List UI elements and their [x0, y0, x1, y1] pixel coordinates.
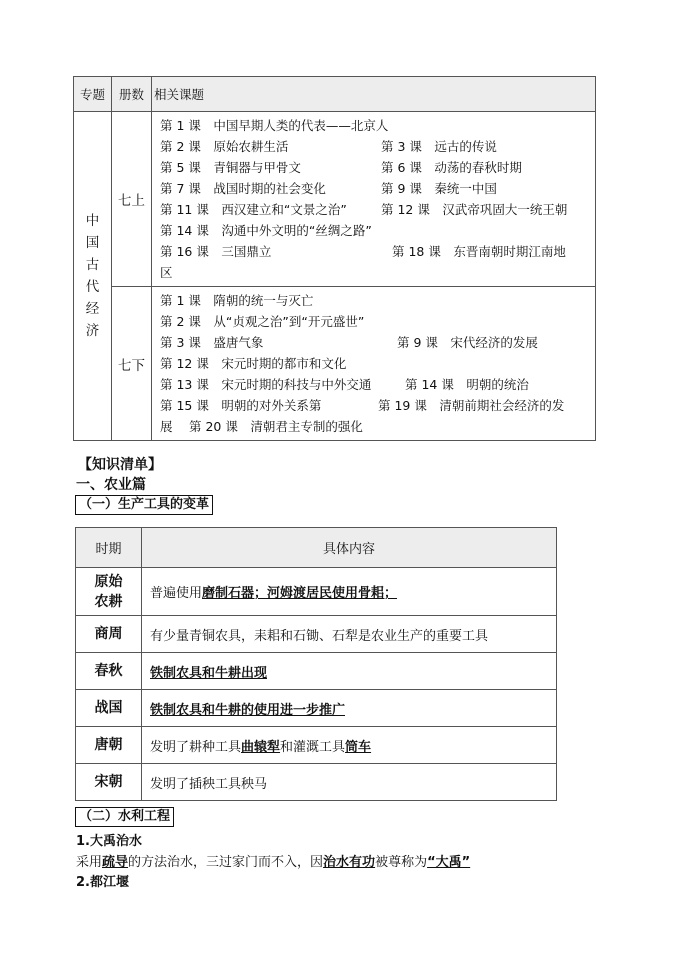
- lesson-line: 第 3 课 盛唐气象 第 9 课 宋代经济的发展: [160, 335, 538, 350]
- table-row: [76, 653, 557, 690]
- period-cell: 战国: [76, 690, 142, 727]
- table-row: [76, 727, 557, 764]
- lesson-line: 第 1 课 中国早期人类的代表——北京人: [160, 118, 389, 133]
- header-lessons: 相关课题: [152, 77, 596, 112]
- table-row: [74, 112, 596, 287]
- content-cell: 有少量青铜农具，耒耜和石锄、石犁是农业生产的重要工具: [142, 616, 557, 653]
- table-row: [76, 568, 557, 616]
- knowledge-title: 【知识清单】: [78, 457, 162, 473]
- lesson-line: 第 13 课 宋元时期的科技与中外交通 第 14 课 明朝的统治: [160, 377, 529, 392]
- lesson-line: 第 5 课 青铜器与甲骨文 第 6 课 动荡的春秋时期: [160, 160, 522, 175]
- item-title: 2.都江堰: [76, 875, 129, 890]
- lesson-line: 第 15 课 明朝的对外关系第 第 19 课 清朝前期社会经济的发: [160, 398, 565, 413]
- lesson-line: 第 2 课 从“贞观之治”到“开元盛世”: [160, 314, 365, 329]
- subsection-tools: （一）生产工具的变革: [75, 495, 213, 515]
- lessons-cell: [152, 112, 596, 287]
- period-cell: 商周: [76, 616, 142, 653]
- lesson-line: 第 1 课 隋朝的统一与灭亡: [160, 293, 314, 308]
- period-cell: 春秋: [76, 653, 142, 690]
- item-paragraph: 采用疏导的方法治水，三过家门而不入，因治水有功被尊称为“大禹”: [76, 855, 471, 870]
- content-cell: 普遍使用磨制石器；河姆渡居民使用骨耜；: [142, 568, 557, 616]
- content-cell: 发明了插秧工具秧马: [142, 764, 557, 801]
- lesson-line: 第 14 课 沟通中外文明的“丝绸之路”: [160, 223, 372, 238]
- topic-cell: [74, 112, 112, 441]
- content-cell: 铁制农具和牛耕的使用进一步推广: [142, 690, 557, 727]
- period-cell: 宋朝: [76, 764, 142, 801]
- topic-text: 中国古代经济: [85, 213, 100, 339]
- lesson-line: 区: [160, 265, 173, 280]
- table-row: [76, 690, 557, 727]
- section-title: 一、农业篇: [76, 477, 146, 493]
- tools-table-header: [76, 528, 557, 568]
- lessons-cell: [152, 287, 596, 441]
- item-title: 1.大禹治水: [76, 834, 142, 849]
- period-cell: 唐朝: [76, 727, 142, 764]
- subsection-irrigation: （二）水利工程: [75, 807, 174, 827]
- tools-table: [75, 527, 557, 801]
- lessons-table: [73, 76, 596, 441]
- lessons-table-header: [74, 77, 596, 112]
- lesson-line: 第 12 课 宋元时期的都市和文化: [160, 356, 347, 371]
- lesson-line: 展 第 20 课 清朝君主专制的强化: [160, 419, 363, 434]
- content-cell: 铁制农具和牛耕出现: [142, 653, 557, 690]
- period-cell: 原始农耕: [76, 568, 142, 616]
- table-row: [76, 764, 557, 801]
- header-volume: 册数: [112, 77, 152, 112]
- lesson-line: 第 2 课 原始农耕生活 第 3 课 远古的传说: [160, 139, 497, 154]
- table-row: [76, 616, 557, 653]
- volume-cell: 七下: [112, 287, 152, 441]
- header-content: 具体内容: [142, 528, 557, 568]
- header-topic: 专题: [74, 77, 112, 112]
- table-row: [74, 287, 596, 441]
- lesson-line: 第 11 课 西汉建立和“文景之治” 第 12 课 汉武帝巩固大一统王朝: [160, 202, 568, 217]
- header-period: 时期: [76, 528, 142, 568]
- lesson-line: 第 7 课 战国时期的社会变化 第 9 课 秦统一中国: [160, 181, 497, 196]
- volume-cell: 七上: [112, 112, 152, 287]
- content-cell: 发明了耕种工具曲辕犁和灌溉工具筒车: [142, 727, 557, 764]
- lesson-line: 第 16 课 三国鼎立 第 18 课 东晋南朝时期江南地: [160, 244, 566, 259]
